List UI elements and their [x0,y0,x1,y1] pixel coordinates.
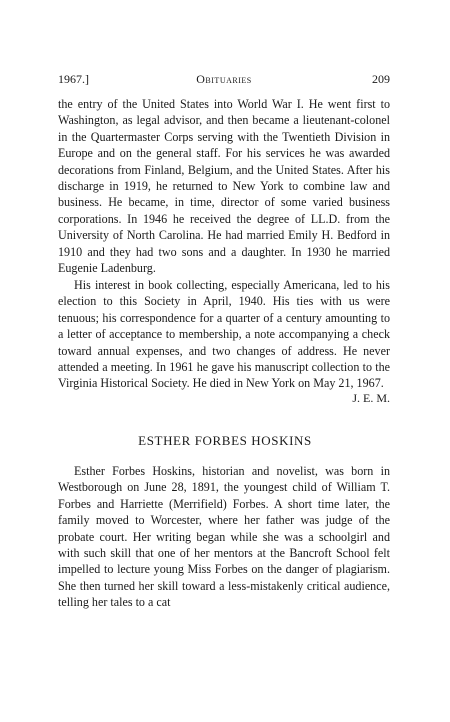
paragraph-society-membership: His interest in book collecting, especially Americana, led to his election to this Society in April, 1940. His ties with us were tenuous; his correspondence for a quarter of a century amounting to a letter of acceptance to membership, a note accompanying a check toward annual expenses, and two changes of address. He never attended a meeting. In 1961 he gave his manuscript collection to the Virginia Historical Society. He died in New York on May 21, 1967. [58,278,390,391]
obituary-heading: ESTHER FORBES HOSKINS [138,433,312,448]
running-head-section-title: Obituaries [196,72,252,86]
paragraph-continuation: the entry of the United States into World War I. He went first to Washington, as legal advisor, and then became a lieutenant-colonel in the Quartermaster Corps serving with the Twentieth Division in Europe and on the general staff. For his services he was awarded decorations from Finland, Belgium, and the United States. After his discharge in 1919, he returned to New York to combine law and business. He became, in time, director of some varied business corporations. In 1946 he received the degree of LL.D. from the University of North Carolina. He had married Emily H. Bedford in 1910 and they had two sons and a daughter. In 1930 he married Eugenie Ladenburg. [58,97,390,276]
running-head [58,72,390,88]
paragraph-obituary-opening: Esther Forbes Hoskins, historian and novelist, was born in Westborough on June 28, 1891, the youngest child of William T. Forbes and Harriette (Merrifield) Forbes. A short time later, the family moved to Worcester, where her father was judge of the probate court. Her writing began while she was a schoolgirl and with such skill that one of her mentors at the Bancroft School felt impelled to lecture young Miss Forbes on the danger of plagiarism. She then turned her skill toward a less-mistakenly critical audience, telling her tales to a cat [58,464,390,610]
author-initials: J. E. M. [352,391,390,405]
page-number: 209 [372,72,390,86]
running-head-year: 1967.] [58,72,89,86]
